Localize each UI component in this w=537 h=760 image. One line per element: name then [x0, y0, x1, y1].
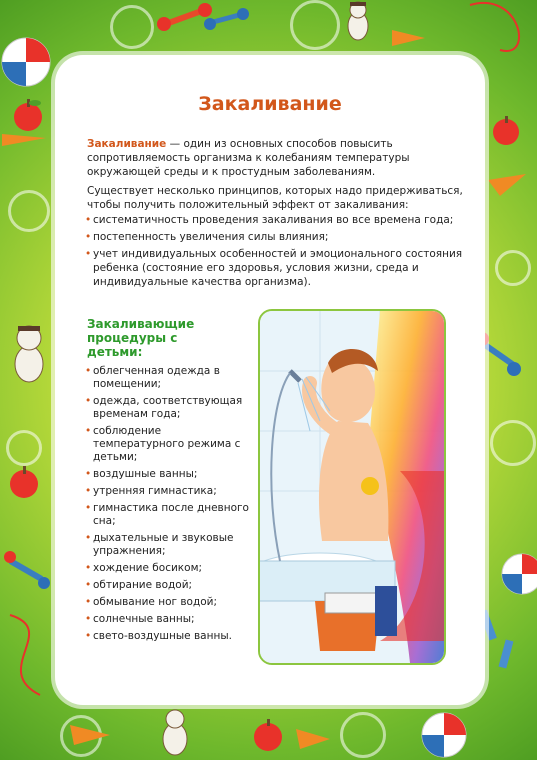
- beach-ball-icon: [422, 713, 466, 757]
- list-item: • гимнастика после дневного сна;: [85, 502, 255, 528]
- principles-intro: Существует несколько принципов, которых надо придерживаться, чтобы получить положительный эффект от закаливания:: [87, 185, 463, 211]
- decor-ring: [495, 250, 531, 286]
- dumbbell-icon: [0, 545, 55, 595]
- boy-shower-image: [260, 311, 444, 663]
- list-item: • свето-воздушные ванны.: [85, 630, 255, 643]
- list-item: • воздушные ванны;: [85, 468, 255, 481]
- list-item: • соблюдение температурного режима с детьми;: [85, 425, 255, 464]
- procedures-title: Закаливающие процедуры с детьми:: [87, 317, 195, 359]
- apple-icon: [6, 462, 46, 502]
- beach-ball-icon: [498, 550, 537, 596]
- toy-dog-icon: [163, 710, 187, 755]
- carrot-icon: [392, 30, 425, 46]
- list-item: • хождение босиком;: [85, 562, 255, 575]
- bottom-decorations: [0, 705, 537, 760]
- list-item: • солнечные ванны;: [85, 613, 255, 626]
- principles-list: [85, 213, 470, 292]
- toy-dog-icon: [348, 2, 368, 40]
- procedures-list: [85, 365, 255, 647]
- list-item: • одежда, соответствующая временам года;: [85, 395, 255, 421]
- list-item: • дыхательные и звуковые упражнения;: [85, 532, 255, 558]
- dumbbell-icon: [157, 3, 212, 31]
- apple-icon: [254, 719, 282, 751]
- toy-dog-icon: [6, 320, 52, 386]
- page-title: Закаливание: [198, 93, 342, 115]
- list-item: • систематичность проведения закаливания во все времена года;: [85, 213, 470, 227]
- jump-rope-icon: [0, 610, 60, 700]
- content-card: [55, 55, 485, 705]
- carrot-icon: [486, 170, 530, 200]
- carrot-icon: [0, 128, 50, 150]
- apple-icon: [488, 110, 528, 150]
- list-item: • обтирание водой;: [85, 579, 255, 592]
- decor-ring: [6, 430, 42, 466]
- shower-illustration: [258, 309, 446, 665]
- decor-ring: [8, 190, 50, 232]
- list-item: • облегченная одежда в помещении;: [85, 365, 255, 391]
- intro-term: Закаливание: [87, 138, 167, 150]
- carrot-icon: [296, 729, 330, 749]
- list-item: • утренняя гимнастика;: [85, 485, 255, 498]
- list-item: • постепенность увеличения силы влияния;: [85, 230, 470, 244]
- list-item: • обмывание ног водой;: [85, 596, 255, 609]
- decor-ring: [490, 420, 536, 466]
- intro-text: — один из основных способов повысить сопротивляемость организма к колебаниям температуры окружающей среды и к простудным заболеваниям.: [87, 138, 410, 178]
- beach-ball-icon: [0, 36, 54, 90]
- intro-paragraph: [87, 137, 467, 179]
- top-decorations: [0, 0, 537, 55]
- skittle-icon: [476, 600, 536, 680]
- jump-rope-icon: [470, 3, 519, 51]
- carrot-icon: [70, 725, 110, 745]
- list-item: • учет индивидуальных особенностей и эмоционального состояния ребенка (состояние его здоровья, условия жизни, среда и индивидуальные качества организма).: [85, 247, 470, 289]
